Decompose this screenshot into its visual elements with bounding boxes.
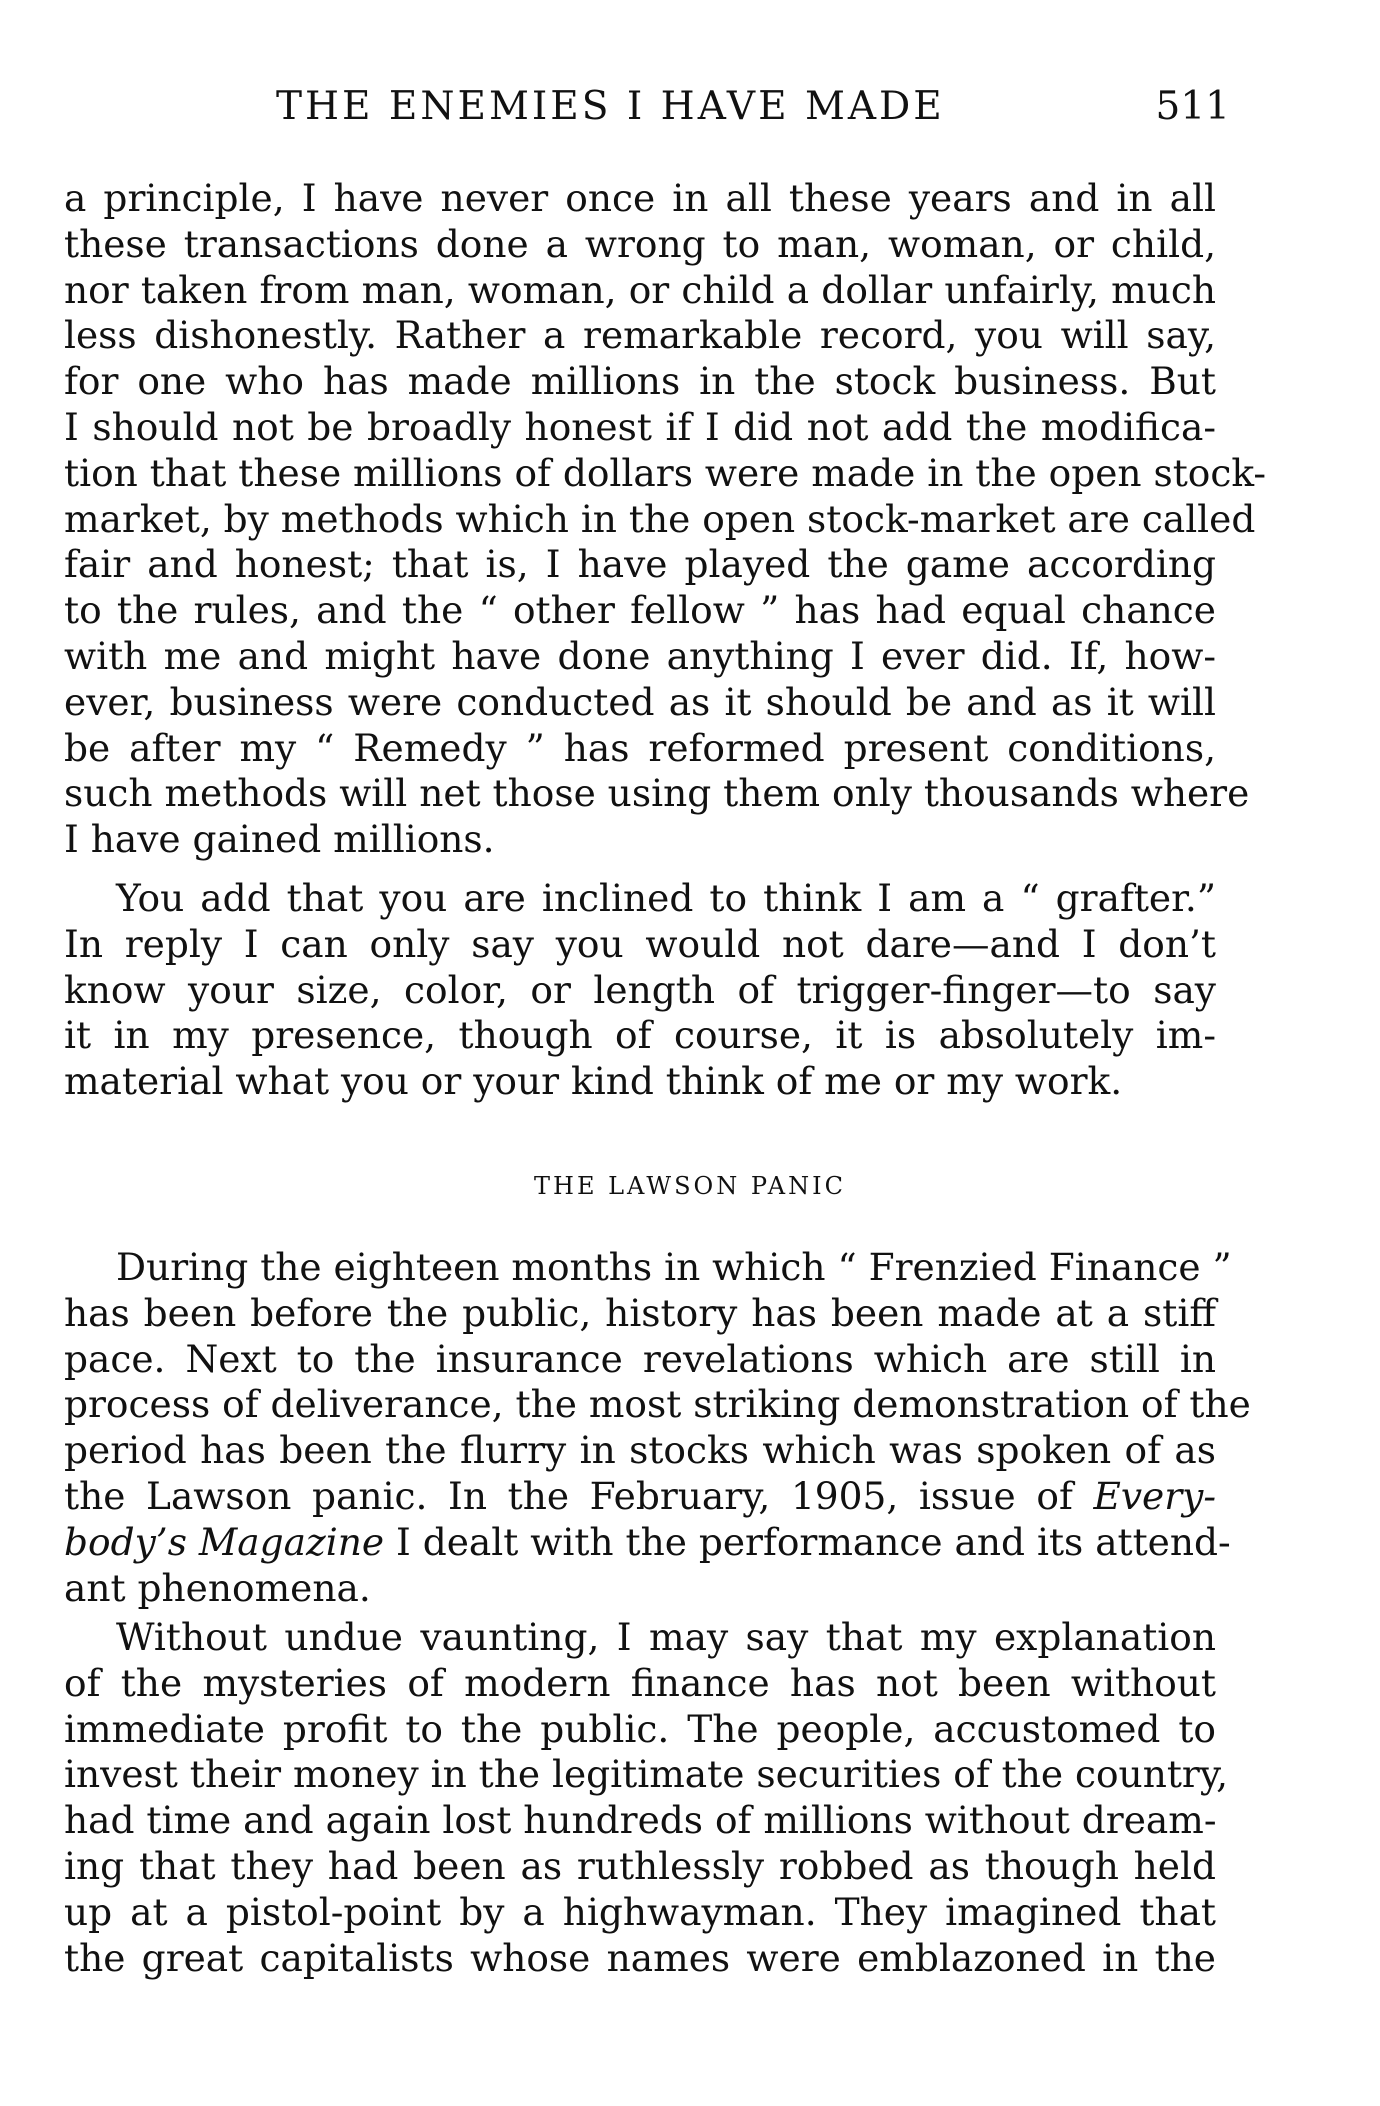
paragraph-lawson-panic xyxy=(64,1245,1251,1611)
text-line-with-magazine xyxy=(64,1519,1231,1566)
section-heading: THE LAWSON PANIC xyxy=(534,1172,846,1200)
text-line: process of deliverance, the most striking demonstration of the xyxy=(64,1382,1251,1427)
text-line: to the rules, and the “ other fellow ” has had equal chance xyxy=(64,588,1216,633)
text-segment: I dealt with the performance and its attend- xyxy=(396,1519,1231,1564)
magazine-title: body’s Magazine xyxy=(64,1519,385,1564)
text-line: up at a pistol-point by a highwayman. They imagined that xyxy=(64,1889,1216,1934)
text-line: During the eighteen months in which “ Frenzied Finance ” xyxy=(116,1245,1232,1289)
text-line: the great capitalists whose names were emblazoned in the xyxy=(64,1935,1216,1980)
text-line: I have gained millions. xyxy=(64,817,495,862)
text-line: immediate profit to the public. The people, accustomed to xyxy=(64,1706,1216,1751)
text-line: has been before the public, history has been made at a stiff xyxy=(64,1290,1216,1335)
text-line: pace. Next to the insurance revelations which are still in xyxy=(64,1336,1216,1381)
text-line: with me and might have done anything I ever did. If, how- xyxy=(64,633,1216,678)
text-line: period has been the flurry in stocks which was spoken of as xyxy=(64,1428,1216,1473)
text-segment: the Lawson panic. In the February, 1905, issue of xyxy=(64,1473,1073,1518)
text-line: a principle, I have never once in all these years and in all xyxy=(64,176,1216,220)
running-title: THE ENEMIES I HAVE MADE xyxy=(276,84,945,129)
text-line: such methods will net those using them only thousands where xyxy=(64,771,1250,816)
page-number: 511 xyxy=(1155,84,1230,129)
text-line: for one who has made millions in the stock business. But xyxy=(64,359,1216,404)
text-line: know your size, color, or length of trigger-finger—to say xyxy=(64,967,1216,1012)
text-line: material what you or your kind think of me or my work. xyxy=(64,1059,1123,1104)
paragraph-grafter xyxy=(64,876,1216,1105)
text-line: ever, business were conducted as it should be and as it will xyxy=(64,679,1216,724)
magazine-title: Every- xyxy=(1093,1473,1216,1518)
running-head xyxy=(66,84,1230,140)
text-line: In reply I can only say you would not dare—and I don’t xyxy=(64,921,1216,966)
text-line: invest their money in the legitimate securities of the country, xyxy=(64,1752,1228,1797)
text-line: less dishonestly. Rather a remarkable record, you will say, xyxy=(64,313,1216,358)
text-line: I should not be broadly honest if I did not add the modifica- xyxy=(64,404,1216,449)
text-line: market, by methods which in the open stock-market are called xyxy=(64,496,1256,541)
paragraph-vaunting xyxy=(64,1615,1228,1981)
text-line: nor taken from man, woman, or child a dollar unfairly, much xyxy=(64,267,1216,312)
text-line: of the mysteries of modern finance has not been without xyxy=(64,1660,1216,1705)
text-line: ing that they had been as ruthlessly robbed as though held xyxy=(64,1843,1216,1888)
text-line: You add that you are inclined to think I am a “ grafter.” xyxy=(116,876,1216,920)
text-line: these transactions done a wrong to man, woman, or child, xyxy=(64,221,1216,266)
text-line: fair and honest; that is, I have played the game according xyxy=(64,542,1216,587)
text-line: ant phenomena. xyxy=(64,1565,371,1610)
paragraph-principle xyxy=(64,176,1267,863)
text-line: had time and again lost hundreds of millions without dream- xyxy=(64,1798,1217,1843)
text-line-with-magazine xyxy=(64,1474,1216,1520)
text-line: be after my “ Remedy ” has reformed present conditions, xyxy=(64,725,1216,770)
text-line: tion that these millions of dollars were made in the open stock- xyxy=(64,450,1267,495)
text-line: it in my presence, though of course, it is absolutely im- xyxy=(64,1013,1216,1058)
text-line: Without undue vaunting, I may say that my explanation xyxy=(116,1615,1216,1659)
